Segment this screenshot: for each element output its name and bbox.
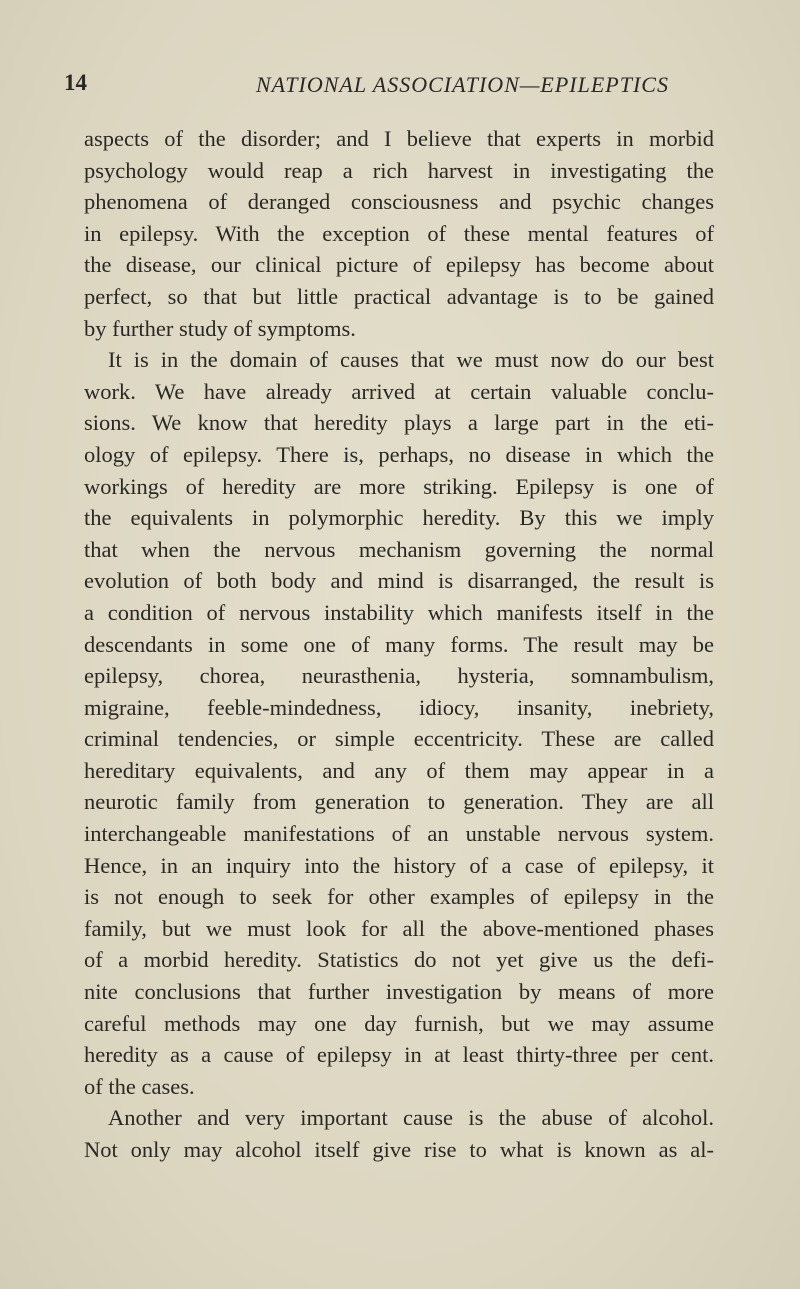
text-line: careful methods may one day furnish, but we may assume	[84, 1010, 714, 1036]
text-line: work. We have already arrived at certain valuable conclu-	[84, 378, 714, 404]
text-line: heredity as a cause of epilepsy in at least thirty-three per cent.	[84, 1042, 714, 1068]
text-line: epilepsy, chorea, neurasthenia, hysteria, somnambulism,	[84, 663, 714, 689]
running-title: NATIONAL ASSOCIATION—EPILEPTICS	[256, 72, 669, 97]
text-line: descendants in some one of many forms. The result may be	[84, 631, 714, 657]
text-line: of a morbid heredity. Statistics do not yet give us the defi-	[84, 947, 714, 973]
text-line: evolution of both body and mind is disarranged, the result is	[84, 568, 714, 594]
text-line: nite conclusions that further investigation by means of more	[84, 979, 714, 1005]
text-line: psychology would reap a rich harvest in investigating the	[84, 157, 714, 183]
text-line: family, but we must look for all the above-mentioned phases	[84, 915, 714, 941]
text-line: of the cases.	[84, 1073, 195, 1099]
text-line: Hence, in an inquiry into the history of a case of epilepsy, it	[84, 852, 714, 878]
text-line: the disease, our clinical picture of epilepsy has become about	[84, 252, 714, 278]
text-line: is not enough to seek for other examples of epilepsy in the	[84, 884, 714, 910]
text-line: aspects of the disorder; and I believe that experts in morbid	[84, 126, 714, 151]
text-line: interchangeable manifestations of an unstable nervous system.	[84, 821, 714, 847]
text-line: criminal tendencies, or simple eccentricity. These are called	[84, 726, 714, 752]
text-line: sions. We know that heredity plays a large part in the eti-	[84, 410, 714, 436]
text-line: hereditary equivalents, and any of them may appear in a	[84, 757, 714, 783]
paragraph-start-line: It is in the domain of causes that we must now do our best	[108, 347, 714, 373]
text-line: neurotic family from generation to generation. They are all	[84, 789, 714, 815]
text-line: a condition of nervous instability which manifests itself in the	[84, 599, 714, 625]
text-line: ology of epilepsy. There is, perhaps, no disease in which the	[84, 441, 714, 467]
text-line: phenomena of deranged consciousness and psychic changes	[84, 189, 714, 215]
text-line: workings of heredity are more striking. Epilepsy is one of	[84, 473, 714, 499]
running-head	[64, 70, 714, 110]
paragraph-start-line: Another and very important cause is the abuse of alcohol.	[108, 1105, 714, 1131]
text-line: Not only may alcohol itself give rise to what is known as al-	[84, 1137, 714, 1162]
text-line: that when the nervous mechanism governing the normal	[84, 536, 714, 562]
text-line: the equivalents in polymorphic heredity. By this we imply	[84, 505, 714, 531]
text-line: in epilepsy. With the exception of these mental features of	[84, 220, 714, 246]
text-line: perfect, so that but little practical advantage is to be gained	[84, 283, 714, 309]
text-line: migraine, feeble-mindedness, idiocy, insanity, inebriety,	[84, 694, 714, 720]
body-text	[84, 123, 714, 1166]
text-line: by further study of symptoms.	[84, 315, 356, 341]
page-number: 14	[64, 70, 87, 95]
